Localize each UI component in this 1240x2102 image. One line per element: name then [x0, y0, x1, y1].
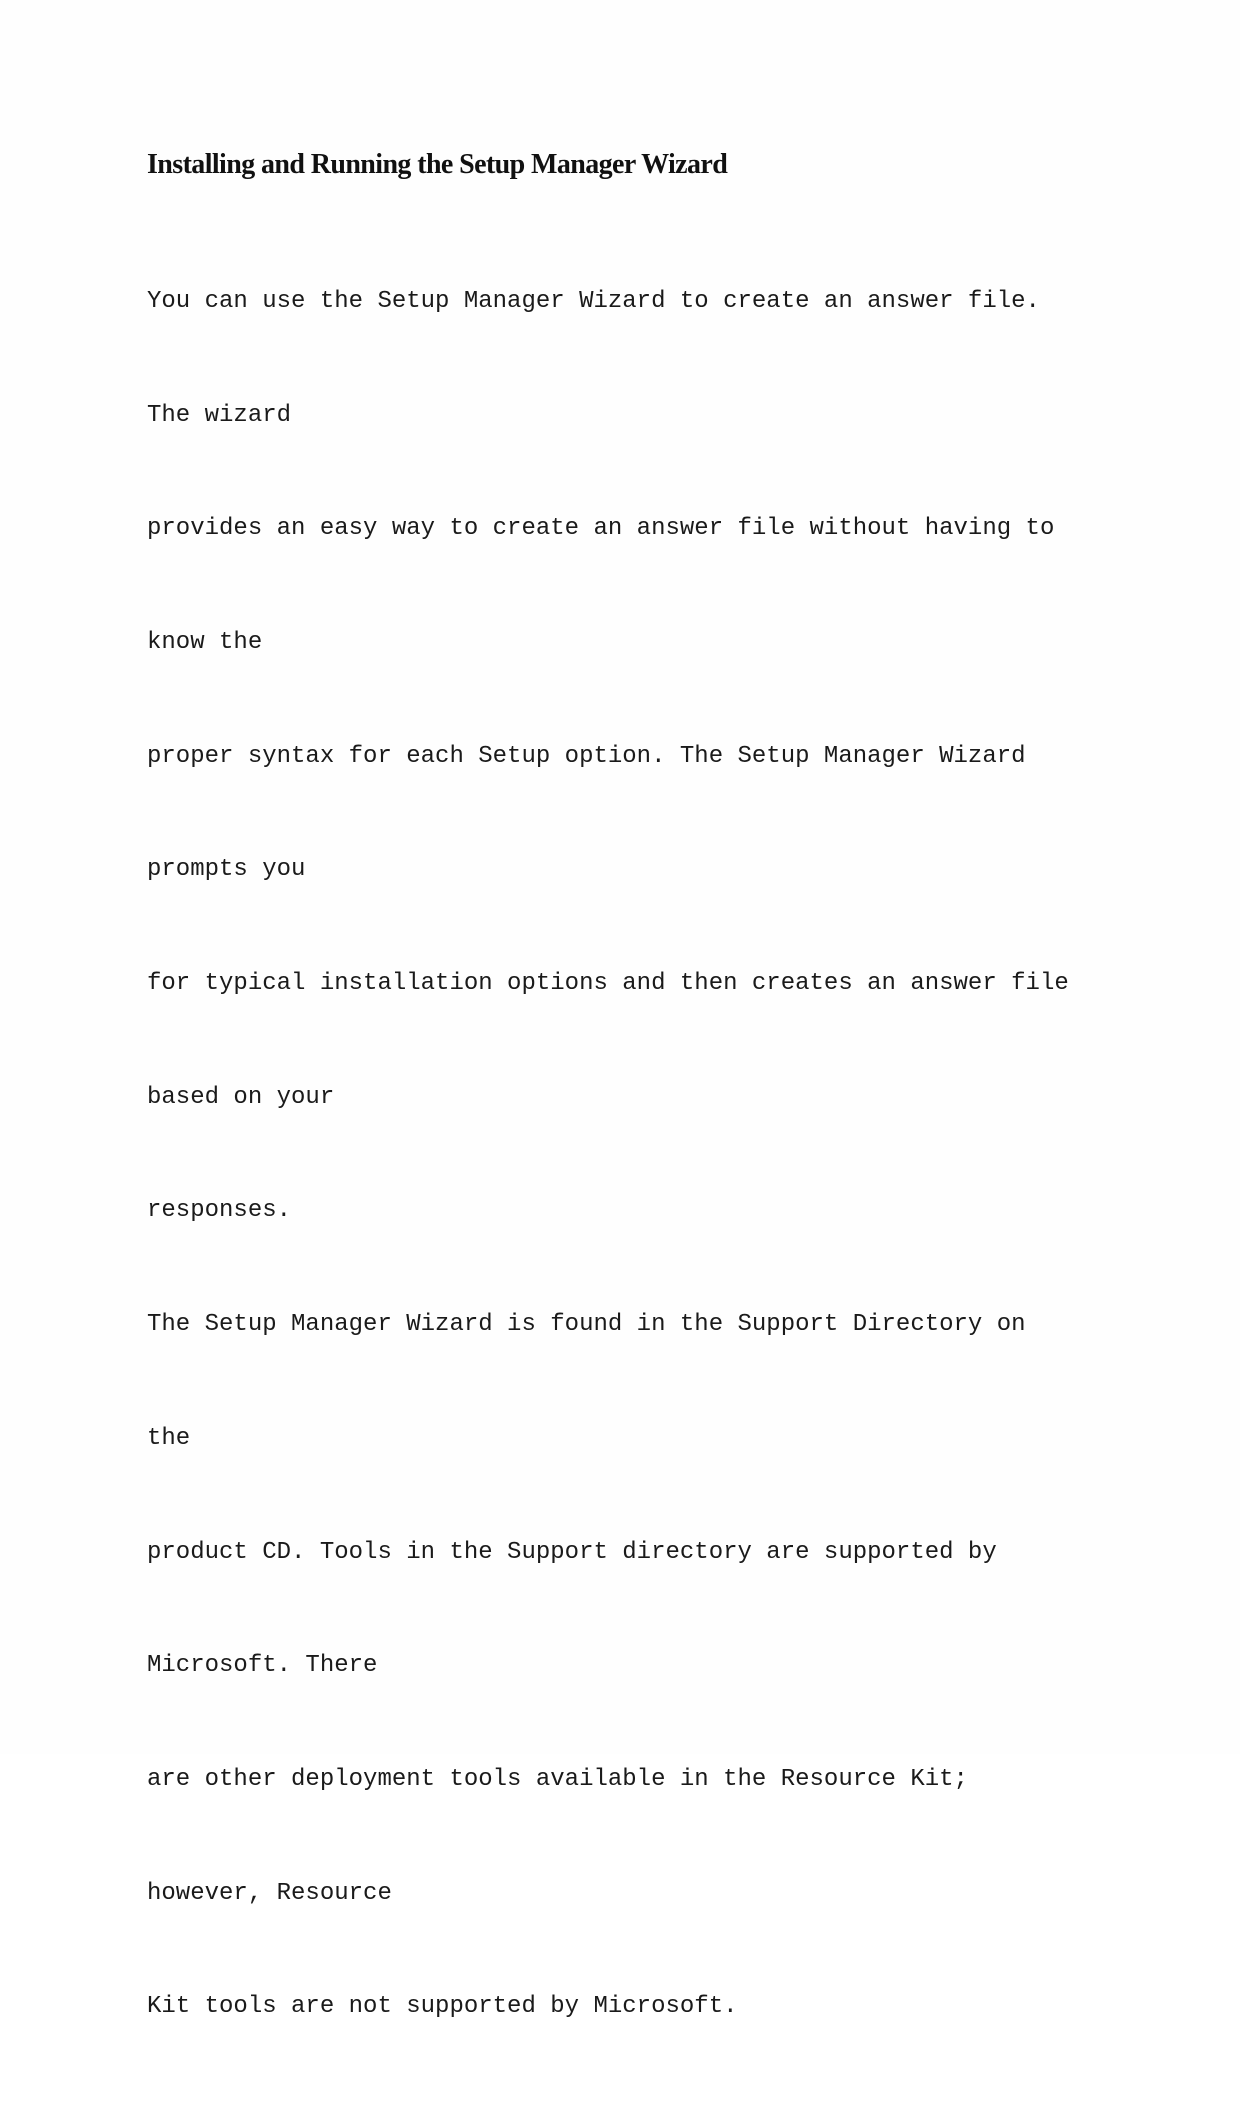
body-line: are other deployment tools available in the Resource Kit;: [147, 1765, 968, 1793]
body-line: You can use the Setup Manager Wizard to create an answer file.: [147, 287, 1040, 315]
body-line: Microsoft. There: [147, 1652, 378, 1680]
document-title: Installing and Running the Setup Manager Wizard: [147, 149, 728, 180]
body-line: prompts you: [147, 856, 306, 884]
body-line: provides an easy way to create an answer file without having to: [147, 515, 1055, 543]
body-line: responses.: [147, 1197, 292, 1225]
body-line: know the: [147, 628, 263, 656]
document-body: [147, 207, 1069, 2102]
body-line: the: [147, 1424, 191, 1452]
body-line: however, Resource: [147, 1879, 392, 1907]
body-line: proper syntax for each Setup option. The Setup Manager Wizard: [147, 742, 1026, 770]
body-line: product CD. Tools in the Support directory are supported by: [147, 1538, 997, 1566]
body-line: Kit tools are not supported by Microsoft.: [147, 1993, 738, 2021]
body-line: based on your: [147, 1083, 335, 1111]
body-line: The Setup Manager Wizard is found in the Support Directory on: [147, 1311, 1026, 1339]
body-line: The wizard: [147, 401, 292, 429]
body-line: for typical installation options and then creates an answer file: [147, 970, 1069, 998]
